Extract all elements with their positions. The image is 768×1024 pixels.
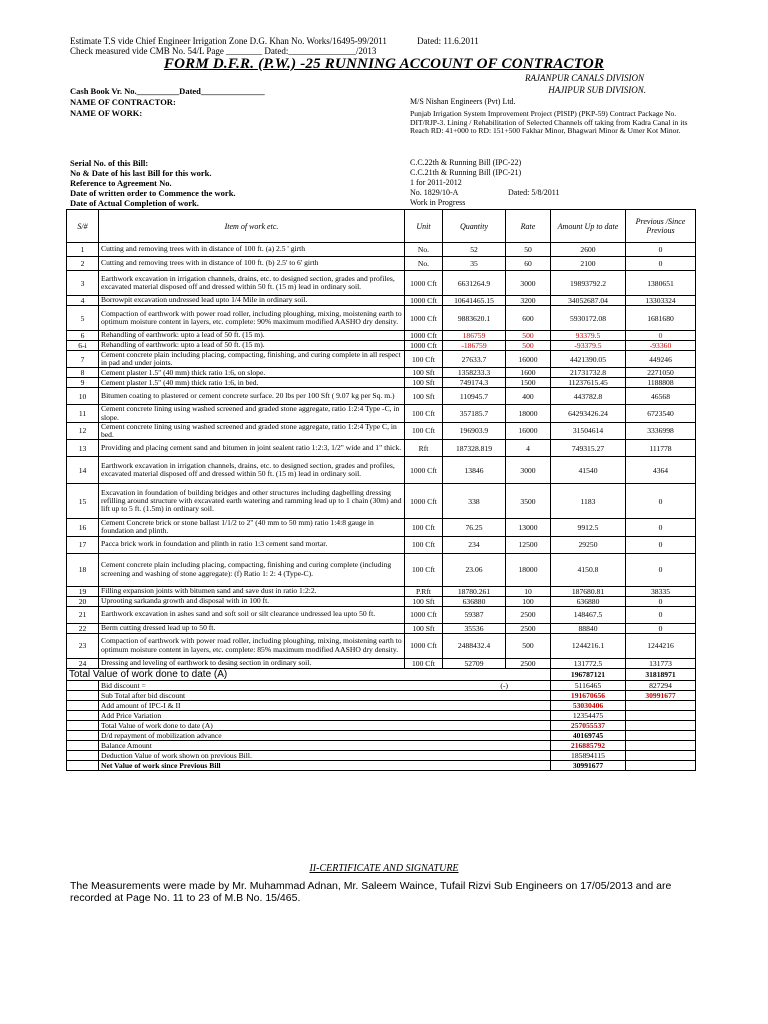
bid-discount-label: Bid discount =: [101, 680, 146, 690]
order-label: Date of written order to Commence the work.: [70, 188, 236, 198]
table-row: [67, 484, 696, 519]
row-rate: 10: [506, 586, 551, 596]
row-rate: 400: [506, 388, 551, 405]
row-sn: 20: [67, 596, 99, 606]
row-prev: 4364: [626, 457, 696, 484]
page-title: FORM D.F.R. (P.W.) -25 RUNNING ACCOUNT OF CONTRACTOR: [163, 56, 605, 72]
summary-row-total2: [67, 720, 696, 730]
row-rate: 60: [506, 257, 551, 271]
row-unit: 100 Sft: [405, 623, 443, 633]
row-sn: 18: [67, 553, 99, 586]
row-unit: 100 Cft: [405, 536, 443, 553]
row-prev: 0: [626, 257, 696, 271]
table-row: [67, 257, 696, 271]
row-sn: 14: [67, 457, 99, 484]
row-amount: 11237615.45: [551, 378, 626, 388]
row-item: Cutting and removing trees with in distance of 100 ft. (b) 2.5' to 6' girth: [99, 257, 405, 271]
row-item: Pacca brick work in foundation and plinth in ratio 1:3 cement sand mortar.: [99, 536, 405, 553]
contractor-value: M/S Nishan Engineers (Pvt) Ltd.: [410, 97, 516, 106]
row-rate: 18000: [506, 553, 551, 586]
last-bill-label: No & Date of his last Bill for this work.: [70, 168, 212, 178]
row-unit: 100 Cft: [405, 519, 443, 536]
row-qty: 23.06: [443, 553, 506, 586]
row-sn: 10: [67, 388, 99, 405]
row-item: Compaction of earthwork with power road roller, including ploughing, mixing, moistening earth to optimum moisture content in layers, etc. complete: 85% maximum modified AASHO dry density.: [99, 633, 405, 658]
row-prev: -93360: [626, 341, 696, 351]
row-item: Uprooting sarkanda growth and disposal with in 100 ft.: [99, 596, 405, 606]
estimate-dated: Dated: 11.6.2011: [417, 36, 479, 46]
row-amount: 443782.8: [551, 388, 626, 405]
row-item: Cement plaster 1.5" (40 mm) thick ratio 1:6, in bed.: [99, 378, 405, 388]
row-sn: 13: [67, 440, 99, 457]
row-qty: 196903.9: [443, 422, 506, 439]
table-row: [67, 341, 696, 351]
table-row: [67, 519, 696, 536]
table-row: [67, 586, 696, 596]
row-qty: 35536: [443, 623, 506, 633]
row-amount: 636880: [551, 596, 626, 606]
row-rate: 600: [506, 306, 551, 331]
row-qty: 186759: [443, 331, 506, 341]
table-row: [67, 633, 696, 658]
last-bill-value: C.C.21th & Running Bill (IPC-21): [410, 168, 522, 177]
row-qty: 76.25: [443, 519, 506, 536]
row-qty: 338: [443, 484, 506, 519]
order-dated: Dated: 5/8/2011: [508, 188, 560, 197]
col-header-sn: S/#: [67, 210, 99, 243]
row-unit: 100 Cft: [405, 351, 443, 368]
measurement-note: The Measurements were made by Mr. Muhammad Adnan, Mr. Saleem Waince, Tufail Rizvi Sub Engineers on 17/05/2013 and are recorded at Page No. 11 to 23 of M.B No. 15/465.: [70, 880, 672, 905]
row-qty: 749174.3: [443, 378, 506, 388]
row-prev: 46568: [626, 388, 696, 405]
row-sn: 23: [67, 633, 99, 658]
row-amount: 4421390.05: [551, 351, 626, 368]
row-item: Berm cutting dressed lead up to 50 ft.: [99, 623, 405, 633]
bid-cell: [99, 680, 551, 690]
row-amount: 9912.5: [551, 519, 626, 536]
subtotal-label: Sub Total after bid discount: [99, 690, 551, 700]
row-qty: 6631264.9: [443, 271, 506, 296]
row-unit: 1000 Cft: [405, 457, 443, 484]
row-item: Earthwork excavation in irrigation channels, drains, etc. to designed section, grades and profiles, excavated material disposed off and dressed within 50 ft. (15 m) lead in ordinary soil.: [99, 271, 405, 296]
row-rate: 100: [506, 596, 551, 606]
row-sn: 9: [67, 378, 99, 388]
serial-label: Serial No. of this Bill:: [70, 158, 149, 168]
row-unit: 100 Sft: [405, 388, 443, 405]
row-rate: 3200: [506, 296, 551, 306]
row-sn: 3: [67, 271, 99, 296]
subtotal-amount: 191670656: [551, 690, 626, 700]
add-price-label: Add Price Variation: [99, 710, 551, 720]
table-body: [67, 243, 696, 669]
summary-row-balance: [67, 740, 696, 750]
completion-label: Date of Actual Completion of work.: [70, 198, 199, 208]
col-header-amount: Amount Up to date: [551, 210, 626, 243]
check-line: Check measured vide CMB No. 54/L Page ________ Dated:_______________/2013: [70, 46, 377, 56]
bid-prev: 827294: [626, 680, 696, 690]
table-row: [67, 658, 696, 668]
row-prev: 0: [626, 596, 696, 606]
cash-book: Cash Book Vr. No.__________Dated_______________: [70, 86, 265, 96]
row-amount: 5930172.08: [551, 306, 626, 331]
row-amount: 131772.5: [551, 658, 626, 668]
row-prev: 0: [626, 553, 696, 586]
col-header-previous: Previous /Since Previous: [626, 210, 696, 243]
row-qty: 13846: [443, 457, 506, 484]
total-label: Total Value of work done to date (A): [67, 668, 551, 680]
mobilization-label: D/d repayment of mobilization advance: [99, 730, 551, 740]
account-table: [66, 209, 696, 771]
row-sn: 7: [67, 351, 99, 368]
bid-amount: 5116465: [551, 680, 626, 690]
row-unit: 100 Cft: [405, 658, 443, 668]
table-row: [67, 331, 696, 341]
row-prev: 2271050: [626, 368, 696, 378]
add-price-amount: 12354475: [551, 710, 626, 720]
row-unit: 1000 Cft: [405, 306, 443, 331]
row-amount: 41540: [551, 457, 626, 484]
row-rate: 2500: [506, 658, 551, 668]
row-unit: No.: [405, 257, 443, 271]
col-header-unit: Unit: [405, 210, 443, 243]
row-rate: 1500: [506, 378, 551, 388]
row-unit: 1000 Cft: [405, 296, 443, 306]
row-prev: 6723540: [626, 405, 696, 422]
row-qty: 234: [443, 536, 506, 553]
balance-label: Balance Amount: [99, 740, 551, 750]
row-rate: 13000: [506, 519, 551, 536]
row-rate: 500: [506, 341, 551, 351]
row-amount: 749315.27: [551, 440, 626, 457]
add-ipc-label: Add amount of IPC-I & II: [99, 700, 551, 710]
row-amount: 148467.5: [551, 606, 626, 623]
row-sn: 5: [67, 306, 99, 331]
estimate-line: [70, 36, 479, 46]
row-rate: 3000: [506, 271, 551, 296]
row-sn: 22: [67, 623, 99, 633]
work-value: Punjab Irrigation System Improvement Project (PISIP) (PKP-59) Contract Package No. DIT/RJP-3. Lining / Rehabilitation of Selected Channels off taking from Kadra Canal in its Reach RD: 41+000 to RD: 151+500 Fakhar Minor, Bhagwari Minor & Umer Kot Minor.: [410, 109, 688, 135]
row-item: Cement concrete lining using washed screened and graded stone aggregate, ratio 1:2:4 Type -C, in slope.: [99, 405, 405, 422]
row-sn: 15: [67, 484, 99, 519]
row-sn: 19: [67, 586, 99, 596]
subdivision-name: HAJIPUR SUB DIVISION.: [548, 85, 646, 95]
row-qty: -186759: [443, 341, 506, 351]
row-qty: 52709: [443, 658, 506, 668]
row-sn: 1: [67, 243, 99, 257]
row-rate: 500: [506, 331, 551, 341]
summary-row-subtotal: [67, 690, 696, 700]
table-row: [67, 368, 696, 378]
division-name: RAJANPUR CANALS DIVISION: [525, 73, 644, 83]
row-item: Earthwork excavation in ashes sand and soft soil or silt clearance undressed lea upto 50 ft.: [99, 606, 405, 623]
row-amount: 19893792.2: [551, 271, 626, 296]
total2-label: Total Value of work done to date (A): [99, 720, 551, 730]
row-amount: 88840: [551, 623, 626, 633]
table-header-row: [67, 210, 696, 243]
row-rate: 16000: [506, 351, 551, 368]
row-sn: 16: [67, 519, 99, 536]
table-row: [67, 271, 696, 296]
row-qty: 27633.7: [443, 351, 506, 368]
row-rate: 500: [506, 633, 551, 658]
row-unit: 1000 Cft: [405, 331, 443, 341]
row-qty: 1358233.3: [443, 368, 506, 378]
row-amount: -93379.5: [551, 341, 626, 351]
row-unit: 100 Cft: [405, 405, 443, 422]
summary-row-net: [67, 760, 696, 770]
row-qty: 9883620.1: [443, 306, 506, 331]
row-unit: 100 Sft: [405, 378, 443, 388]
row-amount: 2100: [551, 257, 626, 271]
summary-body: [67, 668, 696, 770]
subtotal-prev: 30991677: [626, 690, 696, 700]
row-item: Compaction of earthwork with power road roller, including ploughing, mixing, moistening earth to optimum moisture content in layers, etc. complete: 90% maximum modified AASHO dry density.: [99, 306, 405, 331]
table-row: [67, 606, 696, 623]
row-prev: 0: [626, 243, 696, 257]
row-item: Earthwork excavation in irrigation channels, drains, etc. to designed section, grades and profiles, excavated material disposed off and dressed within 50 ft. (15 m) lead in ordinary soil.: [99, 457, 405, 484]
col-header-quantity: Quantity: [443, 210, 506, 243]
summary-row-add-ipc: [67, 700, 696, 710]
row-qty: 59387: [443, 606, 506, 623]
row-amount: 4150.8: [551, 553, 626, 586]
serial-value: C.C.22th & Running Bill (IPC-22): [410, 158, 522, 167]
row-rate: 16000: [506, 422, 551, 439]
table-row: [67, 457, 696, 484]
deduction-label: Deduction Value of work shown on previous Bill.: [99, 750, 551, 760]
row-prev: 0: [626, 331, 696, 341]
completion-value: Work in Progress: [410, 198, 466, 207]
row-qty: 10641465.15: [443, 296, 506, 306]
contractor-label: NAME OF CONTRACTOR:: [70, 97, 176, 107]
row-unit: 100 Cft: [405, 553, 443, 586]
row-qty: 110945.7: [443, 388, 506, 405]
row-item: Cement concrete plain including placing, compacting, finishing and curing complete (including screening and washing of stone aggregate): (f) Ratio 1: 2: 4 (Type-C).: [99, 553, 405, 586]
row-sn: 17: [67, 536, 99, 553]
row-amount: 31504614: [551, 422, 626, 439]
work-label: NAME OF WORK:: [70, 108, 143, 118]
table-row: [67, 378, 696, 388]
row-sn: 2: [67, 257, 99, 271]
row-prev: 1681680: [626, 306, 696, 331]
table-row: [67, 388, 696, 405]
row-prev: 0: [626, 536, 696, 553]
row-unit: No.: [405, 243, 443, 257]
col-header-rate: Rate: [506, 210, 551, 243]
row-amount: 64293426.24: [551, 405, 626, 422]
row-qty: 357185.7: [443, 405, 506, 422]
row-prev: 13303324: [626, 296, 696, 306]
row-rate: 4: [506, 440, 551, 457]
row-item: Cement concrete lining using washed screened and graded stone aggregate, ratio 1:2:4 Type C, in bed.: [99, 422, 405, 439]
row-prev: 0: [626, 606, 696, 623]
row-item: Providing and placing cement sand and bitumen in joint sealent ratio 1:2:3, 1/2" wide and 1" thick.: [99, 440, 405, 457]
row-prev: 3336998: [626, 422, 696, 439]
row-rate: 18000: [506, 405, 551, 422]
row-item: Cutting and removing trees with in distance of 100 ft. (a) 2.5 ' girth: [99, 243, 405, 257]
summary-row-deduction: [67, 750, 696, 760]
total2-amount: 257055537: [551, 720, 626, 730]
row-sn: 21: [67, 606, 99, 623]
row-prev: 0: [626, 623, 696, 633]
table-row: [67, 440, 696, 457]
row-item: Bitumen coating to plastered or cement concrete surface. 20 lbs per 100 Sft ( 9.07 kg per Sq. m.): [99, 388, 405, 405]
row-prev: 111778: [626, 440, 696, 457]
table-row: [67, 243, 696, 257]
row-unit: 100 Sft: [405, 368, 443, 378]
row-item: Borrowpit excavation undressed lead upto 1/4 Mile in ordinary soil.: [99, 296, 405, 306]
row-item: Rehandling of earthwork: upto a lead of 50 ft. (15 m).: [99, 341, 405, 351]
bid-sign: (-): [500, 680, 508, 690]
balance-amount: 216885792: [551, 740, 626, 750]
row-rate: 3500: [506, 484, 551, 519]
row-qty: 2488432.4: [443, 633, 506, 658]
total-amount: 196787121: [551, 668, 626, 680]
row-amount: 34052687.04: [551, 296, 626, 306]
row-unit: 1000 Cft: [405, 271, 443, 296]
total-prev: 31818971: [626, 668, 696, 680]
agreement-label: Reference to Agreement No.: [70, 178, 172, 188]
row-rate: 12500: [506, 536, 551, 553]
row-sn: 6-i: [67, 341, 99, 351]
row-item: Cement Concrete brick or stone ballast 1/1/2 to 2" (40 mm to 50 mm) ratio 1:4:8 gauge in foundation and plinth.: [99, 519, 405, 536]
net-label: Net Value of work since Previous Bill: [99, 760, 551, 770]
row-qty: 187328.819: [443, 440, 506, 457]
row-amount: 187680.81: [551, 586, 626, 596]
row-qty: 18780.261: [443, 586, 506, 596]
row-item: Excavation in foundation of building bridges and other structures including dagbelling dressing refilling around structure with excavated earth watering and ramming lead up to 1 chain (30m) and lift up to 5 ft. (1.5m) in ordinary soil.: [99, 484, 405, 519]
row-prev: 131773: [626, 658, 696, 668]
table-row: [67, 422, 696, 439]
row-amount: 21731732.8: [551, 368, 626, 378]
table-row: [67, 296, 696, 306]
row-rate: 50: [506, 243, 551, 257]
row-unit: 1000 Cft: [405, 633, 443, 658]
deduction-amount: 185894115: [551, 750, 626, 760]
row-item: Rehandling of earthwork: upto a lead of 50 ft. (15 m).: [99, 331, 405, 341]
table-row: [67, 596, 696, 606]
row-qty: 52: [443, 243, 506, 257]
row-amount: 93379.5: [551, 331, 626, 341]
table-row: [67, 351, 696, 368]
row-sn: 24: [67, 658, 99, 668]
summary-row-mobilization: [67, 730, 696, 740]
table-row: [67, 306, 696, 331]
row-unit: 100 Cft: [405, 422, 443, 439]
mobilization-amount: 40169745: [551, 730, 626, 740]
row-amount: 2600: [551, 243, 626, 257]
row-unit: 100 Sft: [405, 596, 443, 606]
row-rate: 1600: [506, 368, 551, 378]
row-qty: 636880: [443, 596, 506, 606]
row-prev: 0: [626, 519, 696, 536]
table-row: [67, 536, 696, 553]
row-unit: Rft: [405, 440, 443, 457]
order-value: No. 1829/10-A: [410, 188, 459, 197]
row-rate: 2500: [506, 606, 551, 623]
col-header-item: Item of work etc.: [99, 210, 405, 243]
row-amount: 29250: [551, 536, 626, 553]
certificate-heading: II-CERTIFICATE AND SIGNATURE: [309, 863, 459, 874]
table-row: [67, 405, 696, 422]
row-rate: 3000: [506, 457, 551, 484]
row-unit: 1000 Cft: [405, 484, 443, 519]
row-sn: 8: [67, 368, 99, 378]
row-qty: 35: [443, 257, 506, 271]
net-amount: 30991677: [551, 760, 626, 770]
row-sn: 6: [67, 331, 99, 341]
add-ipc-amount: 53030406: [551, 700, 626, 710]
row-sn: 12: [67, 422, 99, 439]
row-rate: 2500: [506, 623, 551, 633]
row-item: Filling expansion joints with bitumen sand and save dust in ratio 1:2:2.: [99, 586, 405, 596]
row-prev: 1244216: [626, 633, 696, 658]
table-row: [67, 553, 696, 586]
row-prev: 449246: [626, 351, 696, 368]
table-row: [67, 623, 696, 633]
row-amount: 1244216.1: [551, 633, 626, 658]
row-unit: 1000 Cft: [405, 606, 443, 623]
summary-row-total: [67, 668, 696, 680]
row-prev: 0: [626, 484, 696, 519]
row-prev: 1380651: [626, 271, 696, 296]
row-unit: P.Rft: [405, 586, 443, 596]
summary-row-add-price: [67, 710, 696, 720]
row-item: Cement concrete plain including placing, compacting, finishing, and curing complete in all respect in pad and under joints.: [99, 351, 405, 368]
row-item: Cement plaster 1.5" (40 mm) thick ratio 1:6, on slope.: [99, 368, 405, 378]
row-amount: 1183: [551, 484, 626, 519]
row-prev: 1188808: [626, 378, 696, 388]
summary-row-bid: [67, 680, 696, 690]
row-unit: 1000 Cft: [405, 341, 443, 351]
row-sn: 4: [67, 296, 99, 306]
agreement-value: 1 for 2011-2012: [410, 178, 462, 187]
row-prev: 38335: [626, 586, 696, 596]
row-item: Dressing and leveling of earthwork to desing section in ordinary soil.: [99, 658, 405, 668]
estimate-text: Estimate T.S vide Chief Engineer Irrigation Zone D.G. Khan No. Works/16495-99/2011: [70, 36, 387, 46]
row-sn: 11: [67, 405, 99, 422]
